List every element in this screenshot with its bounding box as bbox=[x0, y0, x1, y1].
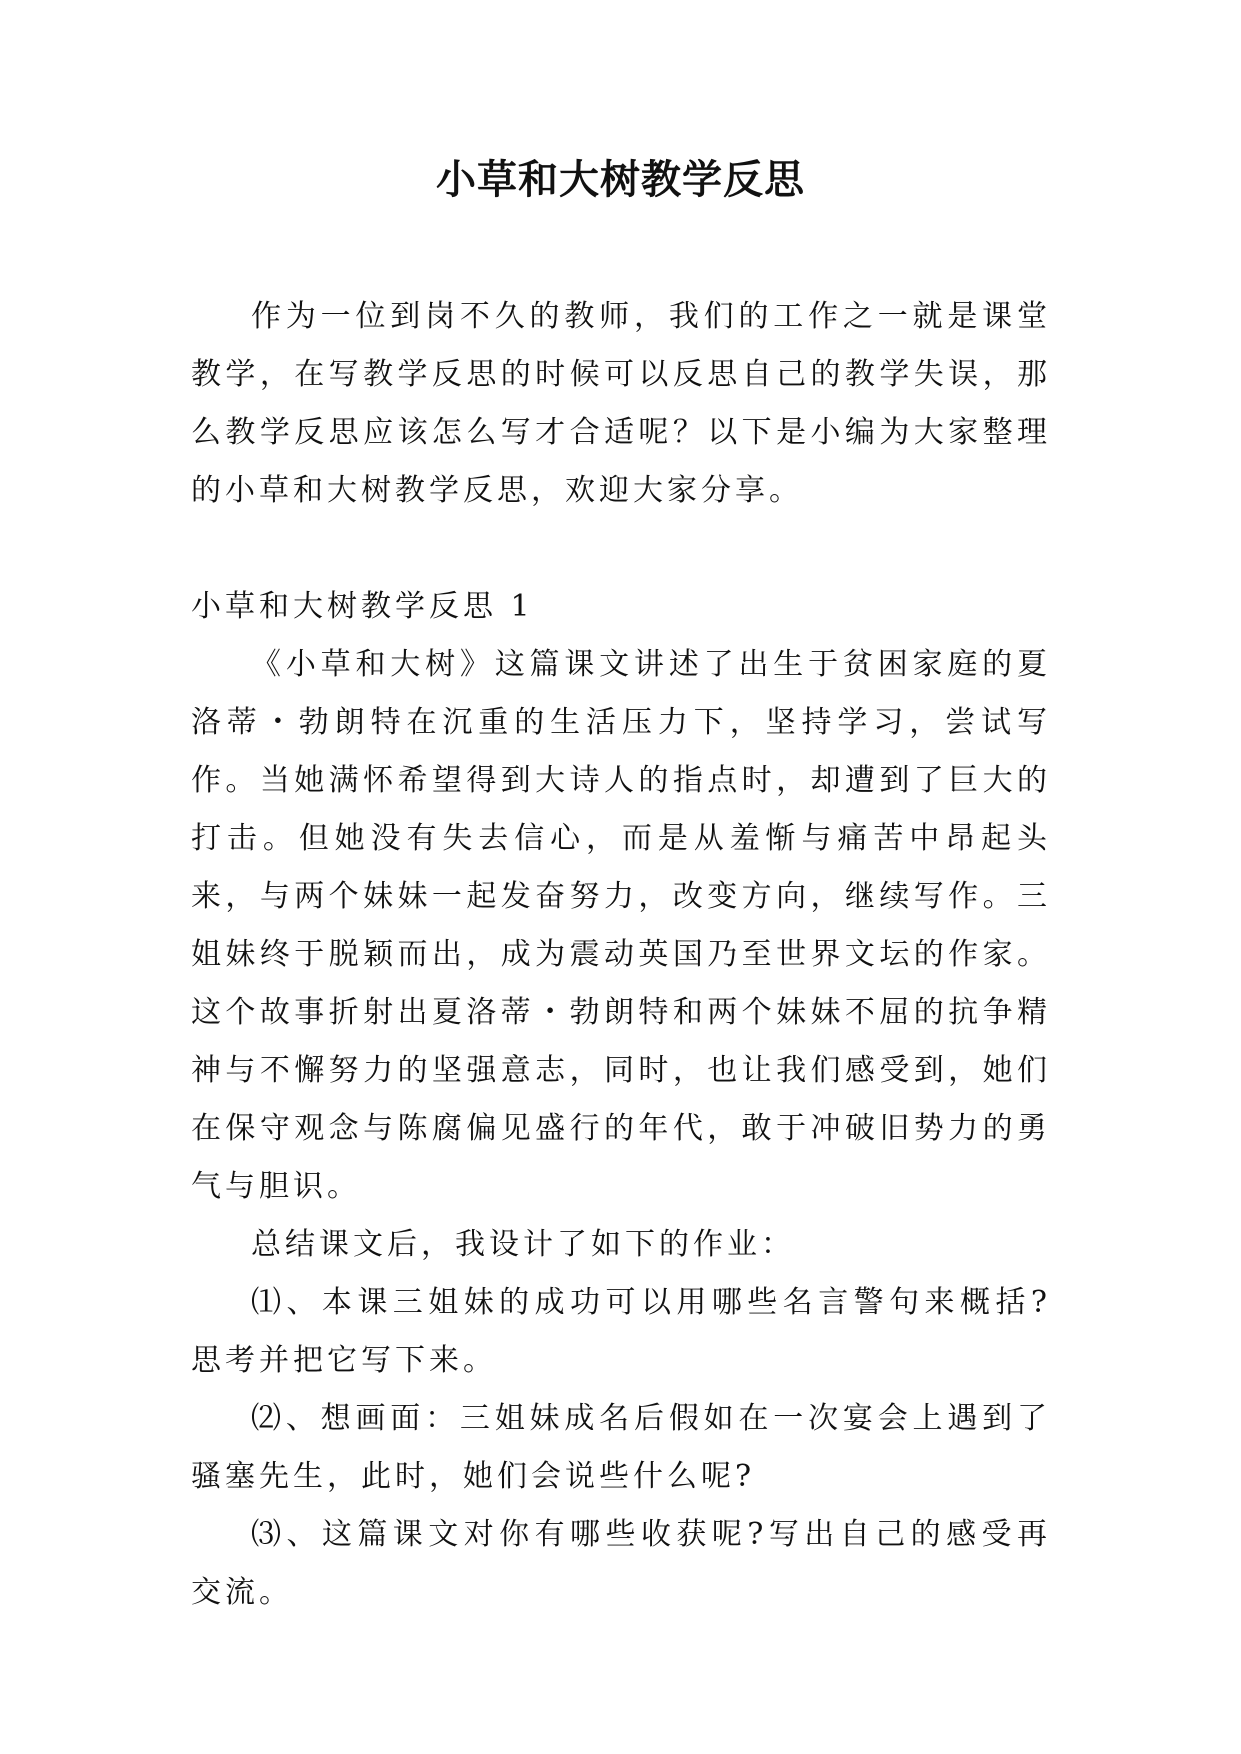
document-title: 小草和大树教学反思 bbox=[436, 157, 805, 203]
homework-item: ⑶、这篇课文对你有哪些收获呢?写出自己的感受再交流。 bbox=[191, 1517, 1051, 1610]
intro-paragraph: 作为一位到岗不久的教师，我们的工作之一就是课堂教学，在写教学反思的时候可以反思自己的教学失误，那么教学反思应该怎么写才合适呢？以下是小编为大家整理的小草和大树教学反思，欢迎大家分享。 bbox=[191, 299, 1051, 508]
section-paragraph: 总结课文后，我设计了如下的作业： bbox=[251, 1227, 795, 1262]
section-heading-block bbox=[191, 578, 1051, 636]
section-paragraph: 《小草和大树》这篇课文讲述了出生于贫困家庭的夏洛蒂・勃朗特在沉重的生活压力下，坚持学习，尝试写作。当她满怀希望得到大诗人的指点时，却遭到了巨大的打击。但她没有失去信心，而是从羞惭与痛苦中昂起头来，与两个妹妹一起发奋努力，改变方向，继续写作。三姐妹终于脱颖而出，成为震动英国乃至世界文坛的作家。这个故事折射出夏洛蒂・勃朗特和两个妹妹不屈的抗争精神与不懈努力的坚强意志，同时，也让我们感受到，她们在保守观念与陈腐偏见盛行的年代，敢于冲破旧势力的勇气与胆识。 bbox=[191, 647, 1051, 1204]
section-body bbox=[191, 636, 1051, 1622]
homework-item: ⑴、本课三姐妹的成功可以用哪些名言警句来概括?思考并把它写下来。 bbox=[191, 1285, 1051, 1378]
homework-item: ⑵、想画面：三姐妹成名后假如在一次宴会上遇到了骚塞先生，此时，她们会说些什么呢? bbox=[191, 1401, 1051, 1494]
intro-block bbox=[191, 288, 1051, 520]
section-heading: 小草和大树教学反思 1 bbox=[191, 589, 534, 624]
